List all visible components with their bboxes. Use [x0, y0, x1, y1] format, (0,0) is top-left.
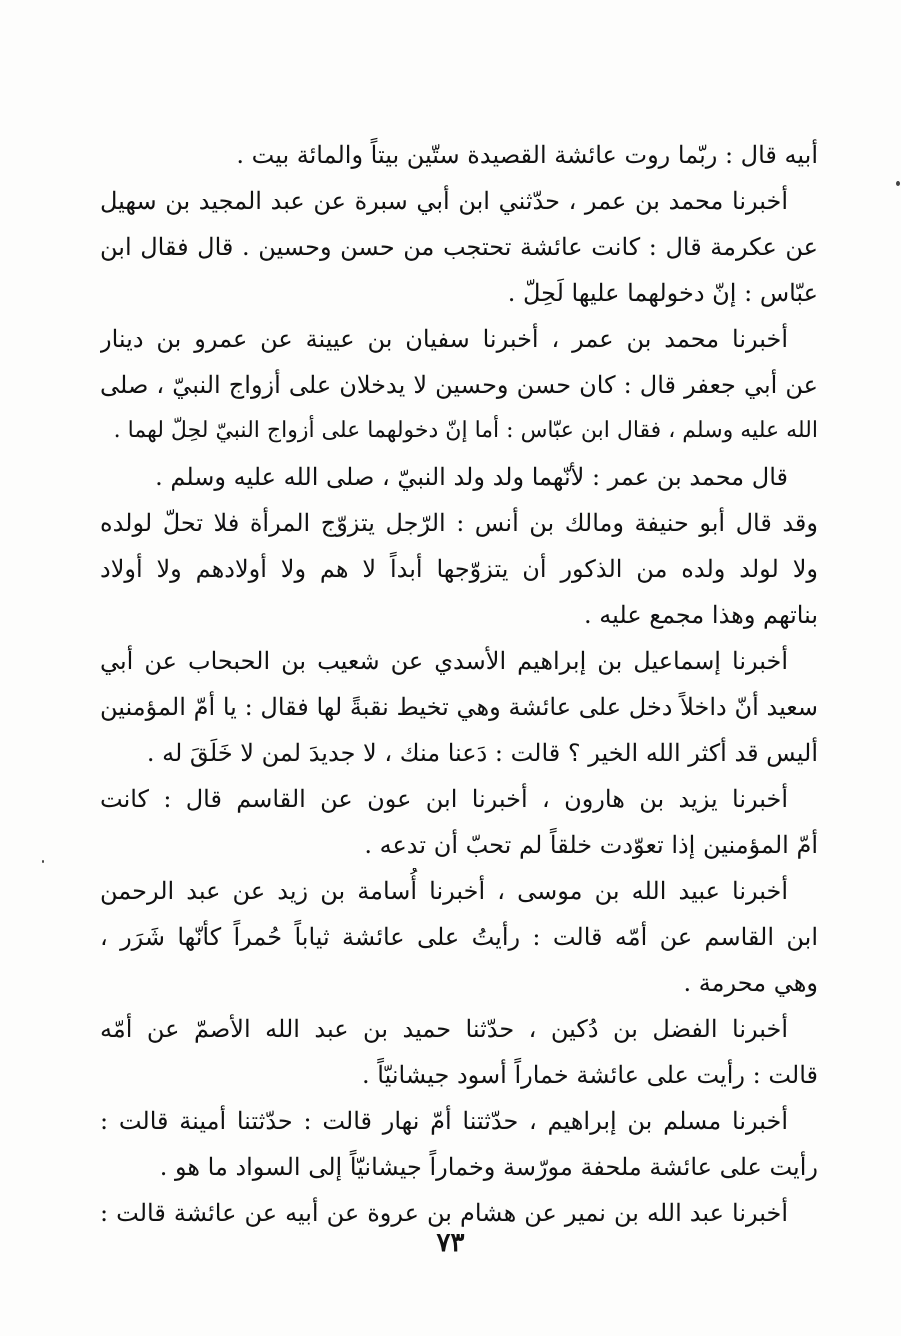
text-line: أخبرنا محمد بن عمر ، أخبرنا سفيان بن عيينة عن عمرو بن دينار [100, 325, 788, 353]
text-line: سعيد أنّ داخلاً دخل على عائشة وهي تخيط نقبةً لها فقال : يا أمّ المؤمنين [100, 693, 818, 721]
scan-speck [42, 860, 44, 863]
text-line: بناتهم وهذا مجمع عليه . [584, 601, 818, 629]
text-line: عن أبي جعفر قال : كان حسن وحسين لا يدخلان على أزواج النبيّ ، صلى [100, 371, 818, 399]
text-line: قالت : رأيت على عائشة خماراً أسود جيشانيّاً . [362, 1061, 818, 1089]
text-line: عن عكرمة قال : كانت عائشة تحتجب من حسن وحسين . قال فقال ابن [100, 233, 818, 261]
text-line: أمّ المؤمنين إذا تعوّدت خلقاً لم تحبّ أن تدعه . [364, 831, 818, 859]
text-line: وهي محرمة . [683, 969, 818, 997]
text-line: أخبرنا عبد الله بن نمير عن هشام بن عروة عن أبيه عن عائشة قالت : [100, 1199, 788, 1227]
text-line: أخبرنا مسلم بن إبراهيم ، حدّثتنا أمّ نهار قالت : حدّثتنا أمينة قالت : [100, 1107, 788, 1135]
scan-speck [896, 181, 900, 186]
text-line: أليس قد أكثر الله الخير ؟ قالت : دَعنا منك ، لا جديدَ لمن لا خَلَقَ له . [146, 739, 818, 767]
text-line: عبّاس : إنّ دخولهما عليها لَحِلّ . [507, 279, 818, 307]
text-line: أخبرنا إسماعيل بن إبراهيم الأسدي عن شعيب بن الحبحاب عن أبي [100, 647, 788, 675]
text-line: أخبرنا الفضل بن دُكين ، حدّثنا حميد بن عبد الله الأصمّ عن أمّه [100, 1015, 788, 1043]
text-line: رأيت على عائشة ملحفة مورّسة وخماراً جيشانيّاً إلى السواد ما هو . [159, 1153, 818, 1181]
text-line: أخبرنا محمد بن عمر ، حدّثني ابن أبي سبرة عن عبد المجيد بن سهيل [100, 187, 788, 215]
text-line: الله عليه وسلم ، فقال ابن عبّاس : أما إنّ دخولهما على أزواج النبيّ لحِلّ لهما . [113, 418, 818, 443]
text-line: وقد قال أبو حنيفة ومالك بن أنس : الرّجل يتزوّج المرأة فلا تحلّ لولده [100, 509, 818, 537]
body-text [100, 132, 818, 1236]
text-line: ابن القاسم عن أمّه قالت : رأيتُ على عائشة ثياباً حُمراً كأنّها شَرَر ، [100, 923, 818, 951]
text-line: ولا لولد ولده من الذكور أن يتزوّجها أبداً لا هم ولا أولادهم ولا أولاد [100, 555, 818, 583]
text-line: أبيه قال : ربّما روت عائشة القصيدة ستّين بيتاً والمائة بيت . [236, 141, 818, 169]
text-line: أخبرنا عبيد الله بن موسى ، أخبرنا أُسامة بن زيد عن عبد الرحمن [100, 877, 788, 905]
text-line: أخبرنا يزيد بن هارون ، أخبرنا ابن عون عن القاسم قال : كانت [100, 785, 788, 813]
page-number: ٧٣ [436, 1228, 465, 1258]
text-line: قال محمد بن عمر : لأنّهما ولد ولد النبيّ ، صلى الله عليه وسلم . [155, 463, 788, 491]
